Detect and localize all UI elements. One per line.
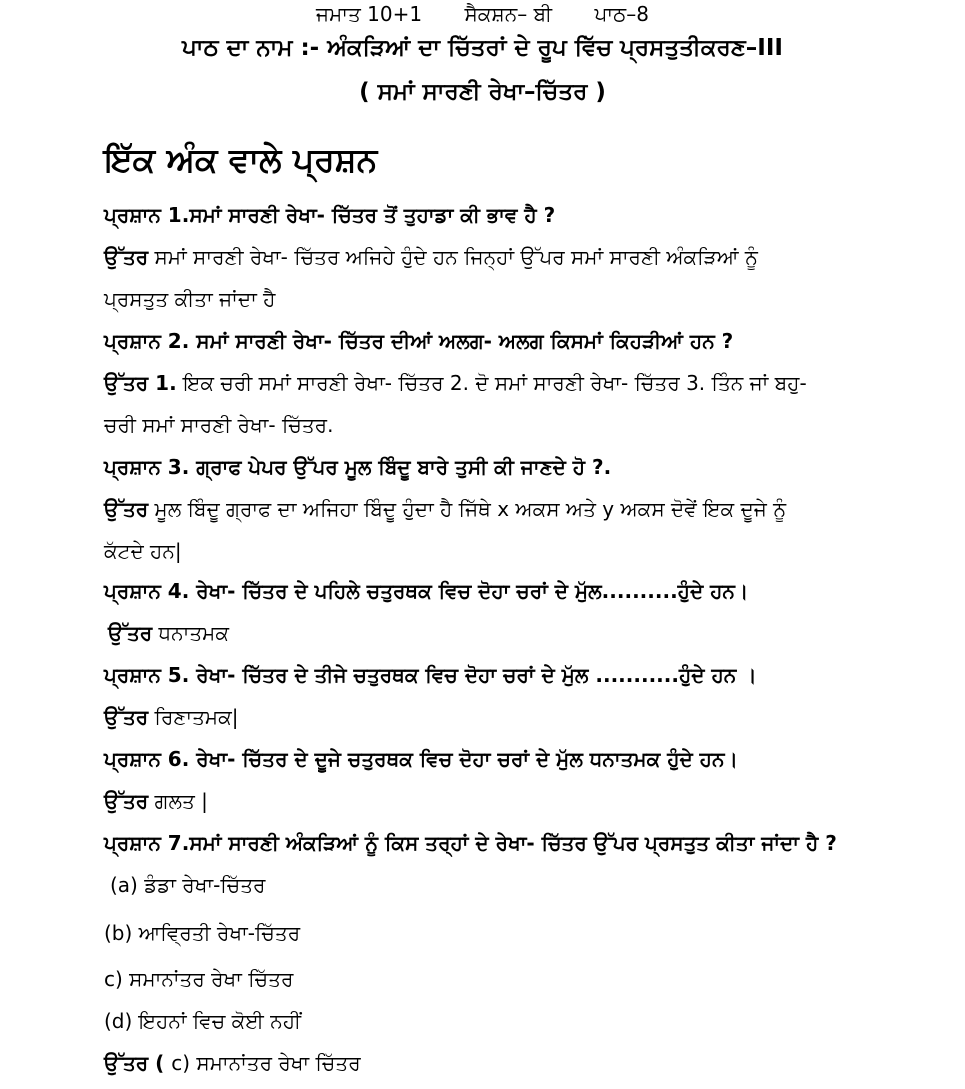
- question-4: ਪ੍ਰਸ਼ਾਨ 4. ਰੇਖਾ- ਚਿੱਤਰ ਦੇ ਪਹਿਲੇ ਚਤੁਰਥਕ ਵਿਚ ਦੋਹਾ ਚਰਾਂ ਦੇ ਮੁੱਲ..........ਹੁੰਦੇ ਹਨ।: [104, 579, 749, 603]
- option-b: (b) ਆਵ੍ਰਿਤੀ ਰੇਖਾ-ਚਿੱਤਰ: [104, 921, 301, 945]
- option-a: (a) ਡੰਡਾ ਰੇਖਾ-ਚਿੱਤਰ: [110, 873, 266, 897]
- question-6: ਪ੍ਰਸ਼ਾਨ 6. ਰੇਖਾ- ਚਿੱਤਰ ਦੇ ਦੂਜੇ ਚਤੁਰਥਕ ਵਿਚ ਦੋਹਾ ਚਰਾਂ ਦੇ ਮੁੱਲ ਧਨਾਤਮਕ ਹੁੰਦੇ ਹਨ।: [104, 747, 738, 771]
- answer-7: ਉੱਤਰ ( c) ਸਮਾਨਾਂਤਰ ਰੇਖਾ ਚਿੱਤਰ: [104, 1051, 361, 1075]
- question-3: ਪ੍ਰਸ਼ਾਨ 3. ਗ੍ਰਾਫ ਪੇਪਰ ਉੱਪਰ ਮੂਲ ਬਿੰਦੂ ਬਾਰੇ ਤੁਸੀ ਕੀ ਜਾਣਦੇ ਹੋ ?.: [104, 455, 612, 479]
- question-7: ਪ੍ਰਸ਼ਾਨ 7.ਸਮਾਂ ਸਾਰਣੀ ਅੰਕੜਿਆਂ ਨੂੰ ਕਿਸ ਤਰ੍ਹਾਂ ਦੇ ਰੇਖਾ- ਚਿੱਤਰ ਉੱਪਰ ਪ੍ਰਸਤੁਤ ਕੀਤਾ ਜਾਂਦਾ ਹੈ ?: [104, 831, 837, 855]
- section-label: ਸੈਕਸ਼ਨ– ਬੀ: [464, 2, 553, 26]
- question-2: ਪ੍ਰਸ਼ਾਨ 2. ਸਮਾਂ ਸਾਰਣੀ ਰੇਖਾ- ਚਿੱਤਰ ਦੀਆਂ ਅਲਗ- ਅਲਗ ਕਿਸਮਾਂ ਕਿਹੜੀਆਂ ਹਨ ?: [104, 329, 734, 353]
- answer-1: ਉੱਤਰ ਸਮਾਂ ਸਾਰਣੀ ਰੇਖਾ- ਚਿੱਤਰ ਅਜਿਹੇ ਹੁੰਦੇ ਹਨ ਜਿਨ੍ਹਾਂ ਉੱਪਰ ਸਮਾਂ ਸਾਰਣੀ ਅੰਕੜਿਆਂ ਨੂੰ: [104, 245, 758, 269]
- answer-6: ਉੱਤਰ ਗਲਤ |: [104, 789, 208, 813]
- class-label: ਜਮਾਤ 10+1: [316, 2, 423, 26]
- answer-3: ਉੱਤਰ ਮੂਲ ਬਿੰਦੂ ਗ੍ਰਾਫ ਦਾ ਅਜਿਹਾ ਬਿੰਦੂ ਹੁੰਦਾ ਹੈ ਜਿੱਥੇ x ਅਕਸ ਅਤੇ y ਅਕਸ ਦੋਵੇਂ ਇਕ ਦੂਜੇ ਨੂੰ: [104, 497, 787, 521]
- answer-label: ਉੱਤਰ 1.: [104, 371, 177, 395]
- question-5: ਪ੍ਰਸ਼ਾਨ 5. ਰੇਖਾ- ਚਿੱਤਰ ਦੇ ਤੀਜੇ ਚਤੁਰਥਕ ਵਿਚ ਦੋਹਾ ਚਰਾਂ ਦੇ ਮੁੱਲ ...........ਹੁੰਦੇ ਹਨ ।: [104, 663, 757, 687]
- answer-1-cont: ਪ੍ਰਸਤੁਤ ਕੀਤਾ ਜਾਂਦਾ ਹੈ: [104, 287, 276, 311]
- answer-4: ਉੱਤਰ ਧਨਾਤਮਕ: [108, 621, 229, 645]
- answer-label: ਉੱਤਰ (: [104, 1051, 172, 1075]
- answer-label: ਉੱਤਰ: [108, 621, 153, 645]
- lesson-subtitle: ( ਸਮਾਂ ਸਾਰਣੀ ਰੇਖਾ–ਚਿੱਤਰ ): [359, 79, 606, 105]
- answer-label: ਉੱਤਰ: [104, 789, 149, 813]
- option-c: c) ਸਮਾਨਾਂਤਰ ਰੇਖਾ ਚਿੱਤਰ: [104, 967, 294, 991]
- section-title: ਇੱਕ ਅੰਕ ਵਾਲੇ ਪ੍ਰਸ਼ਨ: [104, 140, 378, 179]
- answer-2-cont: ਚਰੀ ਸਮਾਂ ਸਾਰਣੀ ਰੇਖਾ- ਚਿੱਤਰ.: [104, 413, 334, 437]
- lesson-number: ਪਾਠ–8: [594, 2, 649, 26]
- answer-label: ਉੱਤਰ: [104, 245, 149, 269]
- header-meta: [0, 2, 965, 26]
- answer-5: ਉੱਤਰ ਰਿਣਾਤਮਕ|: [104, 705, 239, 729]
- answer-2: ਉੱਤਰ 1. ਇਕ ਚਰੀ ਸਮਾਂ ਸਾਰਣੀ ਰੇਖਾ- ਚਿੱਤਰ 2. ਦੋ ਸਮਾਂ ਸਾਰਣੀ ਰੇਖਾ- ਚਿੱਤਰ 3. ਤਿੰਨ ਜਾਂ ਬਹੁ-: [104, 371, 807, 395]
- option-d: (d) ਇਹਨਾਂ ਵਿਚ ਕੋਈ ਨਹੀਂ: [104, 1009, 301, 1033]
- question-1: ਪ੍ਰਸ਼ਾਨ 1.ਸਮਾਂ ਸਾਰਣੀ ਰੇਖਾ- ਚਿੱਤਰ ਤੋਂ ਤੁਹਾਡਾ ਕੀ ਭਾਵ ਹੈ ?: [104, 203, 556, 227]
- answer-3-cont: ਕੱਟਦੇ ਹਨ|: [104, 539, 182, 563]
- lesson-name: ਪਾਠ ਦਾ ਨਾਮ :- ਅੰਕੜਿਆਂ ਦਾ ਚਿੱਤਰਾਂ ਦੇ ਰੂਪ ਵਿੱਚ ਪ੍ਰਸਤੁਤੀਕਰਣ–III: [182, 35, 783, 61]
- answer-label: ਉੱਤਰ: [104, 497, 149, 521]
- answer-label: ਉੱਤਰ: [104, 705, 149, 729]
